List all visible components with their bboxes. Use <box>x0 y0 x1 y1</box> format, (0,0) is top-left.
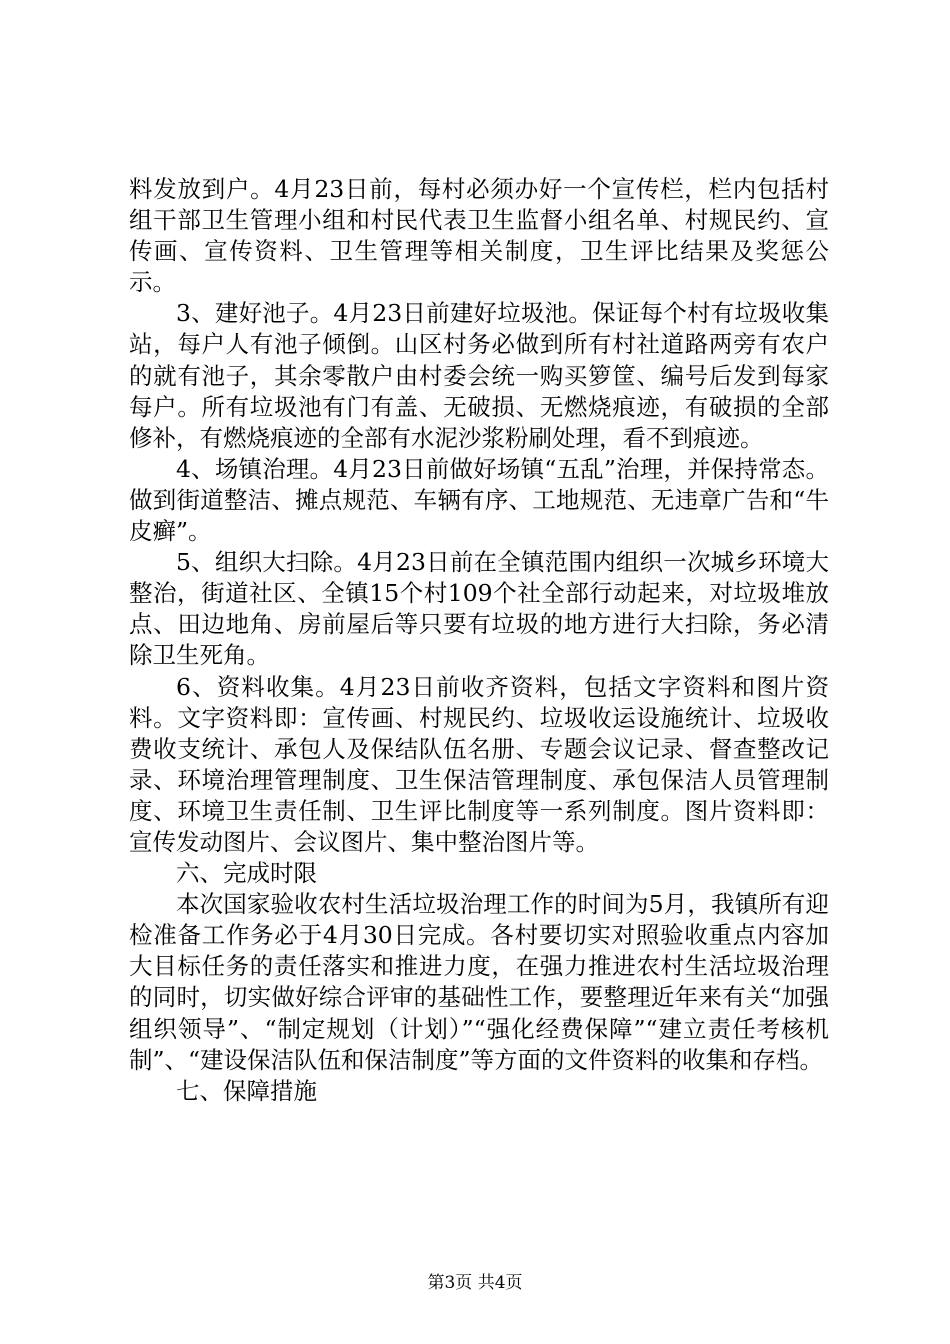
paragraph-continuation: 料发放到户。4月23日前，每村必须办好一个宣传栏，栏内包括村组干部卫生管理小组和村民代表卫生监督小组名单、村规民约、宣传画、宣传资料、卫生管理等相关制度，卫生评比结果及奖惩公示。 <box>129 175 829 297</box>
section-heading-6: 六、完成时限 <box>176 859 317 888</box>
paragraph-item-3: 3、建好池子。4月23日前建好垃圾池。保证每个村有垃圾收集站，每户人有池子倾倒。山区村务必做到所有村社道路两旁有农户的就有池子，其余零散户由村委会统一购买箩筐、编号后发到每家每户。所有垃圾池有门有盖、无破损、无燃烧痕迹，有破损的全部修补，有燃烧痕迹的全部有水泥沙浆粉刷处理，看不到痕迹。 <box>129 299 829 452</box>
section-heading-7: 七、保障措施 <box>176 1076 317 1105</box>
paragraph-item-6: 6、资料收集。4月23日前收齐资料，包括文字资料和图片资料。文字资料即：宣传画、村规民约、垃圾收运设施统计、垃圾收费收支统计、承包人及保结队伍名册、专题会议记录、督查整改记录、环境治理管理制度、卫生保洁管理制度、承包保洁人员管理制度、环境卫生责任制、卫生评比制度等一系列制度。图片资料即：宣传发动图片、会议图片、集中整治图片等。 <box>129 672 829 856</box>
paragraph-item-5: 5、组织大扫除。4月23日前在全镇范围内组织一次城乡环境大整治，街道社区、全镇15个村109个社全部行动起来，对垃圾堆放点、田边地角、房前屋后等只要有垃圾的地方进行大扫除，务必清除卫生死角。 <box>129 548 829 670</box>
paragraph-deadline: 本次国家验收农村生活垃圾治理工作的时间为5月，我镇所有迎检准备工作务必于4月30日完成。各村要切实对照验收重点内容加大目标任务的责任落实和推进力度，在强力推进农村生活垃圾治理的同时，切实做好综合评审的基础性工作，要整理近年来有关“加强组织领导”、“制定规划（计划）”“强化经费保障”“建立责任考核机制”、“建设保洁队伍和保洁制度”等方面的文件资料的收集和存档。 <box>129 890 829 1074</box>
paragraph-item-4: 4、场镇治理。4月23日前做好场镇“五乱”治理，并保持常态。做到街道整洁、摊点规范、车辆有序、工地规范、无违章广告和“牛皮癣”。 <box>129 454 829 546</box>
page-footer: 第3页 共4页 <box>427 1273 523 1293</box>
document-body <box>129 174 829 1107</box>
